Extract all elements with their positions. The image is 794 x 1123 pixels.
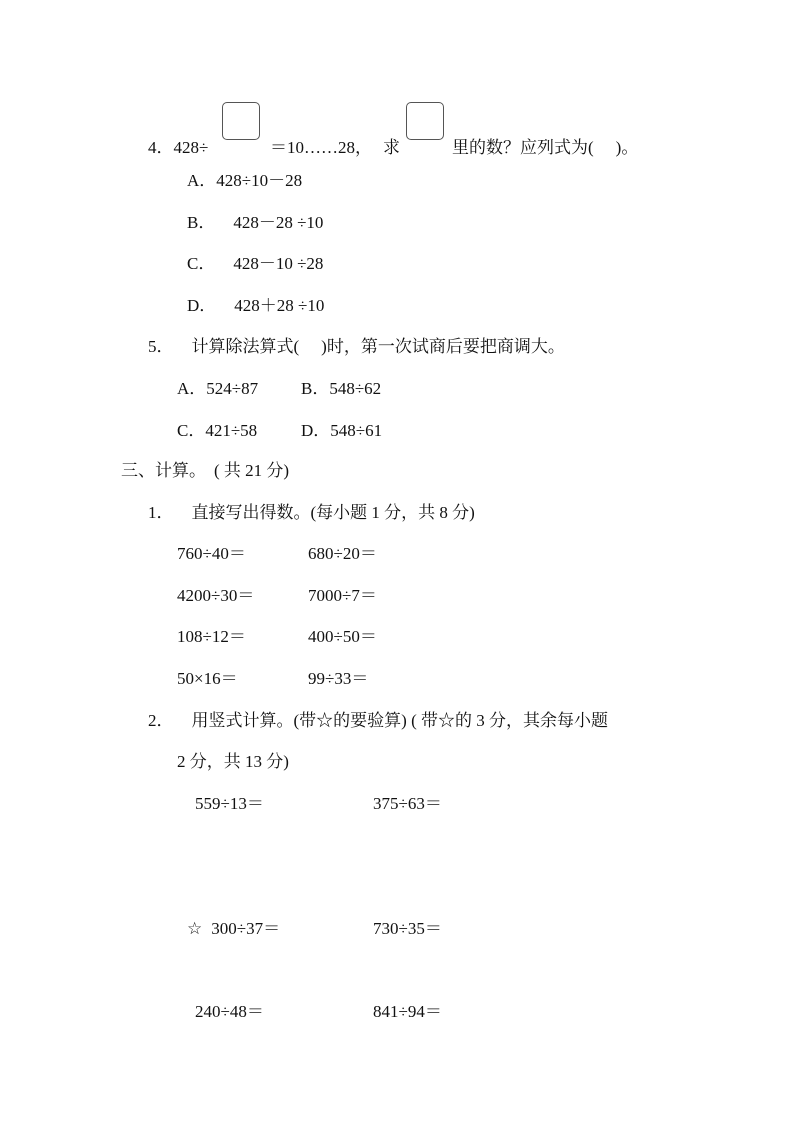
q5-option-a: [177, 379, 258, 399]
vertical-item: 730÷35＝: [373, 919, 442, 938]
q4-result: ＝10……28，: [270, 138, 372, 157]
s3q2-text: 用竖式计算。(带☆的要验算) ( 带☆的 3 分，其余每小题: [191, 711, 608, 730]
option-expr: 428＋28 ÷10: [234, 296, 325, 315]
q4-option-d: [187, 296, 324, 316]
vertical-item: 559÷13＝: [195, 794, 264, 813]
option-expr: 421÷58: [205, 421, 258, 440]
option-expr: 548÷62: [329, 379, 382, 398]
option-expr: 428－28 ÷10: [233, 213, 324, 232]
option-letter: A．: [177, 379, 207, 398]
q5-number: 5．: [148, 337, 174, 356]
option-letter: D．: [187, 296, 217, 315]
q4-ask: 求: [383, 138, 400, 157]
option-letter: B．: [301, 379, 330, 398]
option-letter: B．: [187, 213, 216, 232]
oral-item: 4200÷30＝: [177, 586, 255, 605]
q5-text: 计算除法算式(: [191, 337, 300, 356]
vertical-item-starred: [187, 919, 280, 939]
q5-option-b: [301, 379, 381, 399]
option-letter: C．: [187, 254, 216, 273]
vertical-item: 375÷63＝: [373, 794, 442, 813]
vertical-item: 240÷48＝: [195, 1002, 264, 1021]
oral-item: 108÷12＝: [177, 627, 246, 646]
vertical-item-expr: 300÷37＝: [211, 919, 281, 938]
q5-option-c: [177, 421, 257, 441]
q5-option-d: [301, 421, 382, 441]
q4-blank-box-2: [406, 102, 444, 140]
section-heading: [121, 461, 289, 481]
q4-option-a: [187, 171, 302, 191]
vertical-item: 841÷94＝: [373, 1002, 442, 1021]
s3q1-stem: [148, 503, 475, 523]
option-expr: 524÷87: [206, 379, 259, 398]
oral-item: 7000÷7＝: [308, 586, 377, 605]
option-expr: 428÷10－28: [216, 171, 303, 190]
option-expr: 428－10 ÷28: [233, 254, 324, 273]
q4-stem: [148, 138, 208, 158]
q4-option-c: [187, 254, 323, 274]
option-letter: D．: [301, 421, 331, 440]
s3q1-number: 1．: [148, 503, 174, 522]
q4-blank-box-1: [222, 102, 260, 140]
q5-text-end: )时，第一次试商后要把商调大。: [321, 337, 565, 356]
s3q2-text-line2: 2 分，共 13 分): [177, 752, 289, 771]
section-title: 三、计算。: [121, 461, 206, 480]
option-letter: C．: [177, 421, 206, 440]
q5-stem: [148, 337, 565, 357]
s3q2-stem: [148, 711, 608, 731]
oral-item: 400÷50＝: [308, 627, 377, 646]
section-score: ( 共 21 分): [214, 461, 290, 480]
q4-question-text: 里的数？应列式为(: [452, 138, 594, 157]
oral-item: 99÷33＝: [308, 669, 369, 688]
oral-item: 760÷40＝: [177, 544, 246, 563]
s3q2-number: 2．: [148, 711, 174, 730]
option-letter: A．: [187, 171, 217, 190]
q4-dividend: 428÷: [173, 138, 209, 157]
star-icon: ☆: [187, 919, 203, 939]
q4-option-b: [187, 213, 323, 233]
q4-question-end: )。: [615, 138, 639, 157]
oral-item: 50×16＝: [177, 669, 238, 688]
q4-number: 4．: [148, 138, 174, 157]
oral-item: 680÷20＝: [308, 544, 377, 563]
option-expr: 548÷61: [330, 421, 383, 440]
q4-question: [452, 138, 638, 158]
s3q1-text: 直接写出得数。(每小题 1 分，共 8 分): [191, 503, 475, 522]
